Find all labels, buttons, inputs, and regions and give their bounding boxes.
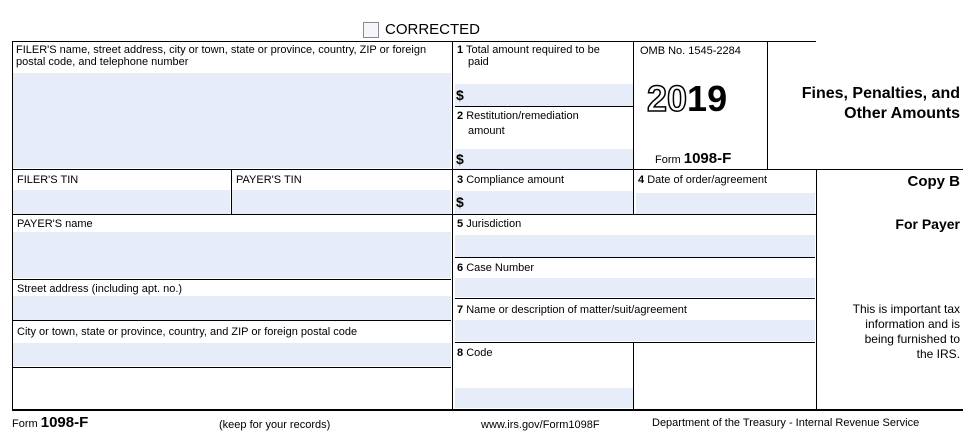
box7-description-field[interactable] (457, 321, 813, 341)
tax-year-prefix: 20 (647, 78, 688, 119)
for-payer-label: For Payer (895, 216, 960, 232)
box2-amount-field[interactable] (468, 150, 631, 168)
corrected-label: CORRECTED (385, 21, 481, 38)
box1-amount-field[interactable] (468, 85, 631, 105)
filer-info-field[interactable] (14, 75, 449, 165)
filer-tin-label: FILER'S TIN (17, 174, 79, 186)
city-label: City or town, state or province, country, and ZIP or foreign postal code (17, 326, 358, 338)
payer-name-field[interactable] (14, 234, 449, 277)
box8-code-field[interactable] (457, 389, 631, 407)
payer-extra-field[interactable] (14, 369, 449, 407)
box5-jurisdiction-field[interactable] (457, 236, 813, 256)
city-field[interactable] (14, 344, 449, 365)
tax-year (647, 79, 727, 119)
box4-date-field[interactable] (638, 194, 813, 213)
filer-info-label: FILER'S name, street address, city or town, state or province, country, ZIP or foreign postal code, and telephone number (16, 44, 427, 68)
filer-tin-field[interactable] (14, 191, 228, 213)
form-title-line1: Fines, Penalties, and (801, 85, 960, 102)
copy-label: Copy B (907, 173, 960, 190)
omb-form-id: Form 1098-F (655, 150, 732, 167)
footer-department: Department of the Treasury - Internal Revenue Service (652, 417, 920, 429)
omb-number: OMB No. 1545-2284 (640, 45, 741, 57)
box8-label: 8 Code (457, 347, 493, 359)
box1-label: 1 Total amount required to be (457, 44, 600, 56)
box3-dollar: $ (456, 194, 464, 210)
box3-amount-field[interactable] (468, 193, 631, 213)
street-field[interactable] (14, 297, 449, 319)
box4-label: 4 Date of order/agreement (638, 174, 768, 186)
payer-tin-field[interactable] (234, 191, 449, 213)
box1-label-line2: paid (468, 56, 489, 68)
footer-url[interactable]: www.irs.gov/Form1098F (481, 419, 600, 431)
payer-tin-label: PAYER'S TIN (236, 174, 302, 186)
box2-label: 2 Restitution/remediation (457, 110, 579, 122)
form-title (770, 84, 960, 124)
form-title-line2: Other Amounts (844, 105, 960, 122)
tax-year-suffix: 19 (687, 78, 728, 119)
box6-case-number-field[interactable] (457, 279, 813, 297)
box2-label-line2: amount (468, 125, 505, 137)
box1-dollar: $ (456, 87, 464, 103)
box7-label: 7 Name or description of matter/suit/agreement (457, 304, 687, 316)
footer-form-id: Form 1098-F (12, 414, 89, 431)
box5-label: 5 Jurisdiction (457, 218, 522, 230)
payer-name-label: PAYER'S name (17, 218, 93, 230)
important-notice: This is important tax information and is being furnished to the IRS. (852, 302, 960, 361)
corrected-checkbox[interactable] (363, 22, 379, 38)
street-label: Street address (including apt. no.) (17, 283, 183, 295)
box6-label: 6 Case Number (457, 262, 535, 274)
box3-label: 3 Compliance amount (457, 174, 565, 186)
footer-keep: (keep for your records) (219, 419, 331, 431)
box2-dollar: $ (456, 151, 464, 167)
